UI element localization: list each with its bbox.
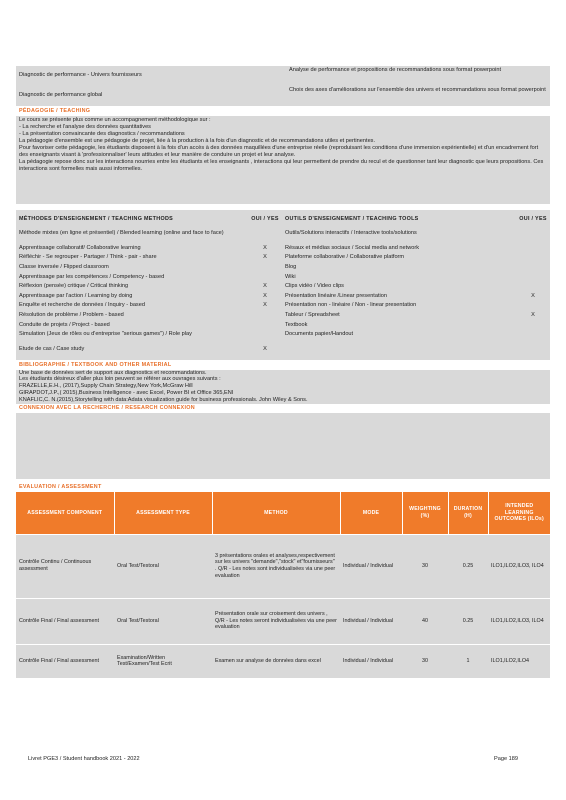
diagnostic-right: Analyse de performance et propositions de recommandations sous format powerpoint [289,67,502,73]
tool-label: Wiki [285,273,296,280]
method-label: Apprentissage par les compétences / Competency - based [19,273,165,280]
methods-row [16,312,550,322]
methods-header-yes: OUI / YES [251,216,279,223]
evaluation-row [16,644,550,678]
tool-yes [516,230,550,245]
eval-type: Oral Test/Testoral [114,598,212,644]
eval-mode: Individual / Individual [340,534,402,598]
method-label: Simulation (Jeux de rôles ou d'entreprise "serious games") / Role play [19,331,192,338]
method-yes [248,230,282,245]
tools-header-label: OUTILS D'ENSEIGNEMENT / TEACHING TOOLS [285,216,419,223]
method-label: Etude de cas / Case study [19,346,85,353]
tool-yes [516,245,550,255]
tool-label: Clips vidéo / Video clips [285,283,344,290]
eval-component: Contrôle Final / Final assessment [16,644,114,678]
method-yes [248,312,282,322]
connexion-body [16,413,550,479]
tool-yes: X [531,311,535,318]
tool-label: Présentation linéaire /Linear presentation [285,292,387,299]
eval-component: Contrôle Continu / Continuous assessment [16,534,114,598]
biblio-line: KNAFLIC,C. N.(2015),Storytelling with data:Adata visualization guide for business professionals. John Wiley & Sons. [19,397,308,404]
eval-component: Contrôle Final / Final assessment [16,598,114,644]
tool-label: Documents papier/Handout [285,331,354,338]
method-yes: X [263,244,267,251]
tools-header-yes: OUI / YES [519,216,547,223]
methods-row [16,254,550,264]
eval-method: Examen sur analyse de données dans excel [212,644,340,678]
eval-duration: 0.25 [448,534,488,598]
diagnostic-right: Choix des axes d'améliorations sur l'ensemble des univers et recommandations sous format powerpoint [289,87,546,93]
methods-row [16,283,550,293]
methods-row [16,274,550,284]
eval-type: Oral Test/Testoral [114,534,212,598]
diagnostic-row [16,66,550,86]
tool-yes [516,302,550,312]
eval-mode: Individual / Individual [340,598,402,644]
eval-weight: 40 [402,598,448,644]
eval-method: Présentation orale sur croisement des univers , Q/R - Les notes seront individualisées via une peer evaluation [212,598,340,644]
diagnostic-table [16,66,550,106]
diagnostic-left: Diagnostic de performance global [19,92,103,98]
methods-row [16,245,550,255]
pedagogie-body [16,116,550,204]
eval-header-component: ASSESSMENT COMPONENT [16,492,114,534]
pedagogie-line: - La présentation convaincante des diagnostics / recommandations [19,130,185,137]
method-label: Réfléchir - Se regrouper - Partager / Think - pair - share [19,254,157,261]
method-label: Apprentissage par l'action / Learning by doing [19,292,133,299]
method-label: Apprentissage collaboratif/ Collaborative learning [19,244,141,251]
tool-label: Tableur / Spreadsheet [285,311,340,318]
evaluation-title: EVALUATION / ASSESSMENT [19,484,102,491]
pedagogie-line: Pour favoriser cette pédagogie, les étudiants disposent à la fois d'un accès à des données maquillées d'une entreprise réelle (reproduisant les conditions d'une immersion expérientielle) et d'un encadrement fort des enseignants visant à 'professionnaliser' leurs attitudes et leur manière de conduire un projet et leur analyse. [19,144,539,158]
methods-rows [16,230,550,356]
tool-label: Présentation non - linéaire / Non - linear presentation [285,302,417,309]
eval-ilo: ILO1,ILO2,ILO3, ILO4 [488,534,550,598]
tool-yes [516,264,550,274]
methods-header [16,210,550,230]
biblio-line: Les étudiants désireux d'aller plus loin peuvent se référer aux ouvrages suivants : [19,376,221,383]
eval-weight: 30 [402,644,448,678]
methods-row [16,230,550,245]
method-label: Conduite de projets / Project - based [19,321,110,328]
connexion-title: CONNEXION AVEC LA RECHERCHE / RESEARCH CONNEXION [19,404,195,411]
tool-yes [516,346,550,356]
eval-ilo: ILO1,ILO2,ILO4 [488,644,550,678]
tool-yes [516,254,550,264]
methods-row [16,302,550,312]
biblio-title: BIBLIOGRAPHIE / TEXTBOOK AND OTHER MATERIAL [19,361,172,368]
tool-label: Blog [285,263,297,270]
eval-duration: 1 [448,644,488,678]
eval-header-type: ASSESSMENT TYPE [114,492,212,534]
method-yes: X [263,254,267,261]
biblio-body [16,370,550,404]
methods-row [16,322,550,332]
eval-duration: 0.25 [448,598,488,644]
method-label: Enquête et recherche de données / Inquiry - based [19,302,145,309]
diagnostic-row [16,86,550,106]
method-yes: X [263,346,267,353]
tool-yes [516,283,550,293]
evaluation-row [16,534,550,598]
pedagogie-title: PÉDAGOGIE / TEACHING [19,108,91,114]
handbook-page [16,66,550,678]
method-yes: X [263,283,267,290]
tool-yes: X [531,292,535,299]
tool-label: Outils/Solutions interactifs / Interactive tools/solutions [285,229,417,236]
biblio-line: FRAZELLE,E.H., (2017),Supply Chain Strategy,New York,McGraw Hill [19,383,193,390]
method-yes: X [263,292,267,299]
methods-row [16,346,550,356]
eval-method: 3 présentations orales et analyses,respectivement sur les univers "demande","stock" et"fournisseurs" . Q/R - Les notes sont individualisées via une peer evaluation [212,534,340,598]
eval-weight: 30 [402,534,448,598]
evaluation-table [16,492,550,678]
method-label: Méthode mixtes (en ligne et présentiel) / Blended learning (online and face to face) [19,229,224,236]
tool-label: Plateforme collaborative / Collaborative platform [285,254,405,261]
footer-page-number: Page 189 [494,756,518,762]
tool-yes [516,322,550,332]
pedagogie-line: La pédagogie d'ensemble est une pédagogie de projet, liée à la production à la fois d'un diagnostic et de recommandations utiles et pertinentes. [19,137,376,144]
eval-header-ilo: INTENDED LEARNING OUTCOMES (ILOs) [488,492,550,534]
diagnostic-left: Diagnostic de performance - Univers fournisseurs [19,72,142,78]
method-yes [248,264,282,274]
methods-header-label: MÉTHODES D'ENSEIGNEMENT / TEACHING METHODS [19,216,174,223]
eval-header-mode: MODE [340,492,402,534]
tool-label [282,346,516,356]
method-yes [248,274,282,284]
tool-yes [516,274,550,284]
eval-ilo: ILO1,ILO2,ILO3, ILO4 [488,598,550,644]
eval-mode: Individual / Individual [340,644,402,678]
pedagogie-line: La pédagogie repose donc sur les interactions nourries entre les étudiants et les enseignants , interactions qui leur permettent de prendre du recul et de questionner tant leur diagnostic que leurs propositions. Ces interactions sont formelles mais aussi informelles. [19,158,544,172]
eval-type: Examination/Written Test/Examen/Test Ecrit [114,644,212,678]
eval-header-method: METHOD [212,492,340,534]
tool-label: Résaux et médias sociaux / Social media and network [285,244,420,251]
pedagogie-line: - La recherche et l'analyse des données quantitatives [19,123,151,130]
evaluation-rows [16,534,550,678]
tool-yes [516,331,550,346]
eval-header-weighting: WEIGHTING (%) [402,492,448,534]
evaluation-row [16,598,550,644]
methods-row [16,264,550,274]
method-yes: X [263,302,267,309]
tool-label: Textbook [285,321,308,328]
biblio-line: GIRAPDOT,J.P.,( 2015),Business Intelligence - avec Excel, Power BI et Office 365,ENI [19,390,234,397]
method-yes [248,322,282,332]
eval-header-duration: DURATION (H) [448,492,488,534]
biblio-line: Une base de données sert de support aux diagnostics et recommandations. [19,369,207,376]
methods-table [16,210,550,360]
method-label: Classe inversée / Flipped classroom [19,263,109,270]
footer-left: Livret PGE3 / Student handbook 2021 - 2022 [28,756,140,762]
methods-row [16,331,550,346]
methods-row [16,293,550,303]
method-yes [248,331,282,346]
method-label: Réflexion (pensée) critique / Critical thinking [19,283,129,290]
pedagogie-line: Le cours se présente plus comme un accompagnement méthodologique sur : [19,116,211,123]
method-label: Résolution de problème / Problem - based [19,311,124,318]
